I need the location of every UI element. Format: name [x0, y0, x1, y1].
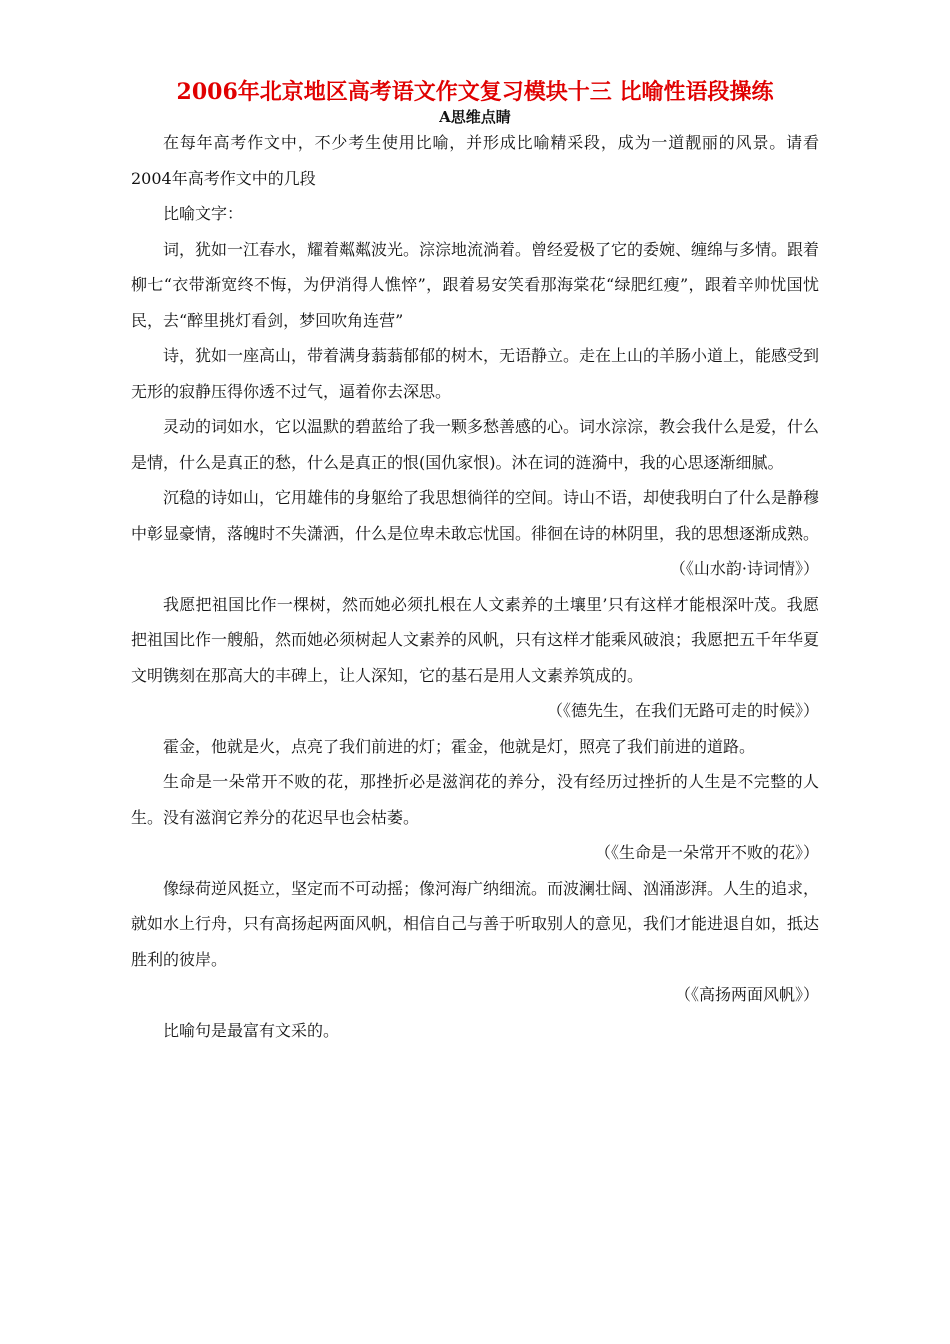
citation: （《高扬两面风帆》） — [674, 985, 819, 1004]
citation: （《山水韵·诗词情》） — [669, 559, 819, 578]
life-flower-paragraph: 生命是一朵常开不败的花，那挫折必是滋润花的养分，没有经历过挫折的人生是不完整的人生。没有滋润它养分的花迟早也会枯萎。 — [131, 772, 819, 827]
motherland-paragraph: 我愿把祖国比作一棵树，然而她必须扎根在人文素养的土壤里’只有这样才能根深叶茂。我愿把祖国比作一艘船，然而她必须树起人文素养的风帆，只有这样才能乘风破浪；我愿把五千年华夏文明镌刻在那高大的丰碑上，让人深知，它的基石是用人文素养筑成的。 — [131, 594, 820, 685]
citation: （《生命是一朵常开不败的花》） — [594, 843, 819, 862]
ci-water-paragraph: 灵动的词如水，它以温默的碧蓝给了我一颗多愁善感的心。词水淙淙，教会我什么是爱，什么是情，什么是真正的愁，什么是真正的恨(国仇家恨)。沐在词的涟漪中，我的心思逐渐细腻。 — [131, 417, 820, 472]
closing-paragraph: 比喻句是最富有文采的。 — [163, 1020, 340, 1040]
section-heading: A思维点睛 — [439, 108, 511, 126]
document-body — [131, 125, 819, 1048]
citation: （《德先生，在我们无路可走的时候》） — [546, 701, 819, 720]
intro-paragraph: 在每年高考作文中，不少考生使用比喻，并形成比喻精采段，成为一道靓丽的风景。请看2004年高考作文中的几段 — [131, 133, 819, 188]
shi-mountain-paragraph: 沉稳的诗如山，它用雄伟的身躯给了我思想徜徉的空间。诗山不语，却使我明白了什么是静穆中彰显豪情，落魄时不失潇洒，什么是位卑未敢忘忧国。徘徊在诗的林阴里，我的思想逐渐成熟。 — [131, 488, 820, 543]
shi-metaphor-paragraph: 诗，犹如一座高山，带着满身蓊蓊郁郁的树木，无语静立。走在上山的羊肠小道上，能感受到无形的寂静压得你透不过气，逼着你去深思。 — [131, 346, 820, 401]
ci-metaphor-paragraph: 词，犹如一江春水，耀着粼粼波光。淙淙地流淌着。曾经爱极了它的委婉、缠绵与多情。跟着柳七“衣带渐宽终不悔，为伊消得人憔悴”，跟着易安笑看那海棠花“绿肥红瘦”，跟着辛帅忧国忧民，去“醉里挑灯看剑，梦回吹角连营” — [131, 239, 820, 330]
document-title: 2006年北京地区高考语文作文复习模块十三 比喻性语段操练 — [176, 79, 774, 105]
intro-label-paragraph: 比喻文字： — [163, 204, 244, 223]
sails-paragraph: 像绿荷逆风挺立，坚定而不可动摇；像河海广纳细流。而波澜壮阔、汹涌澎湃。人生的追求，就如水上行舟，只有高扬起两面风帆，相信自己与善于听取别人的意见，我们才能进退自如，抵达胜利的彼岸。 — [131, 878, 820, 969]
hawking-paragraph: 霍金，他就是火，点亮了我们前进的灯；霍金，他就是灯，照亮了我们前进的道路。 — [163, 736, 756, 756]
